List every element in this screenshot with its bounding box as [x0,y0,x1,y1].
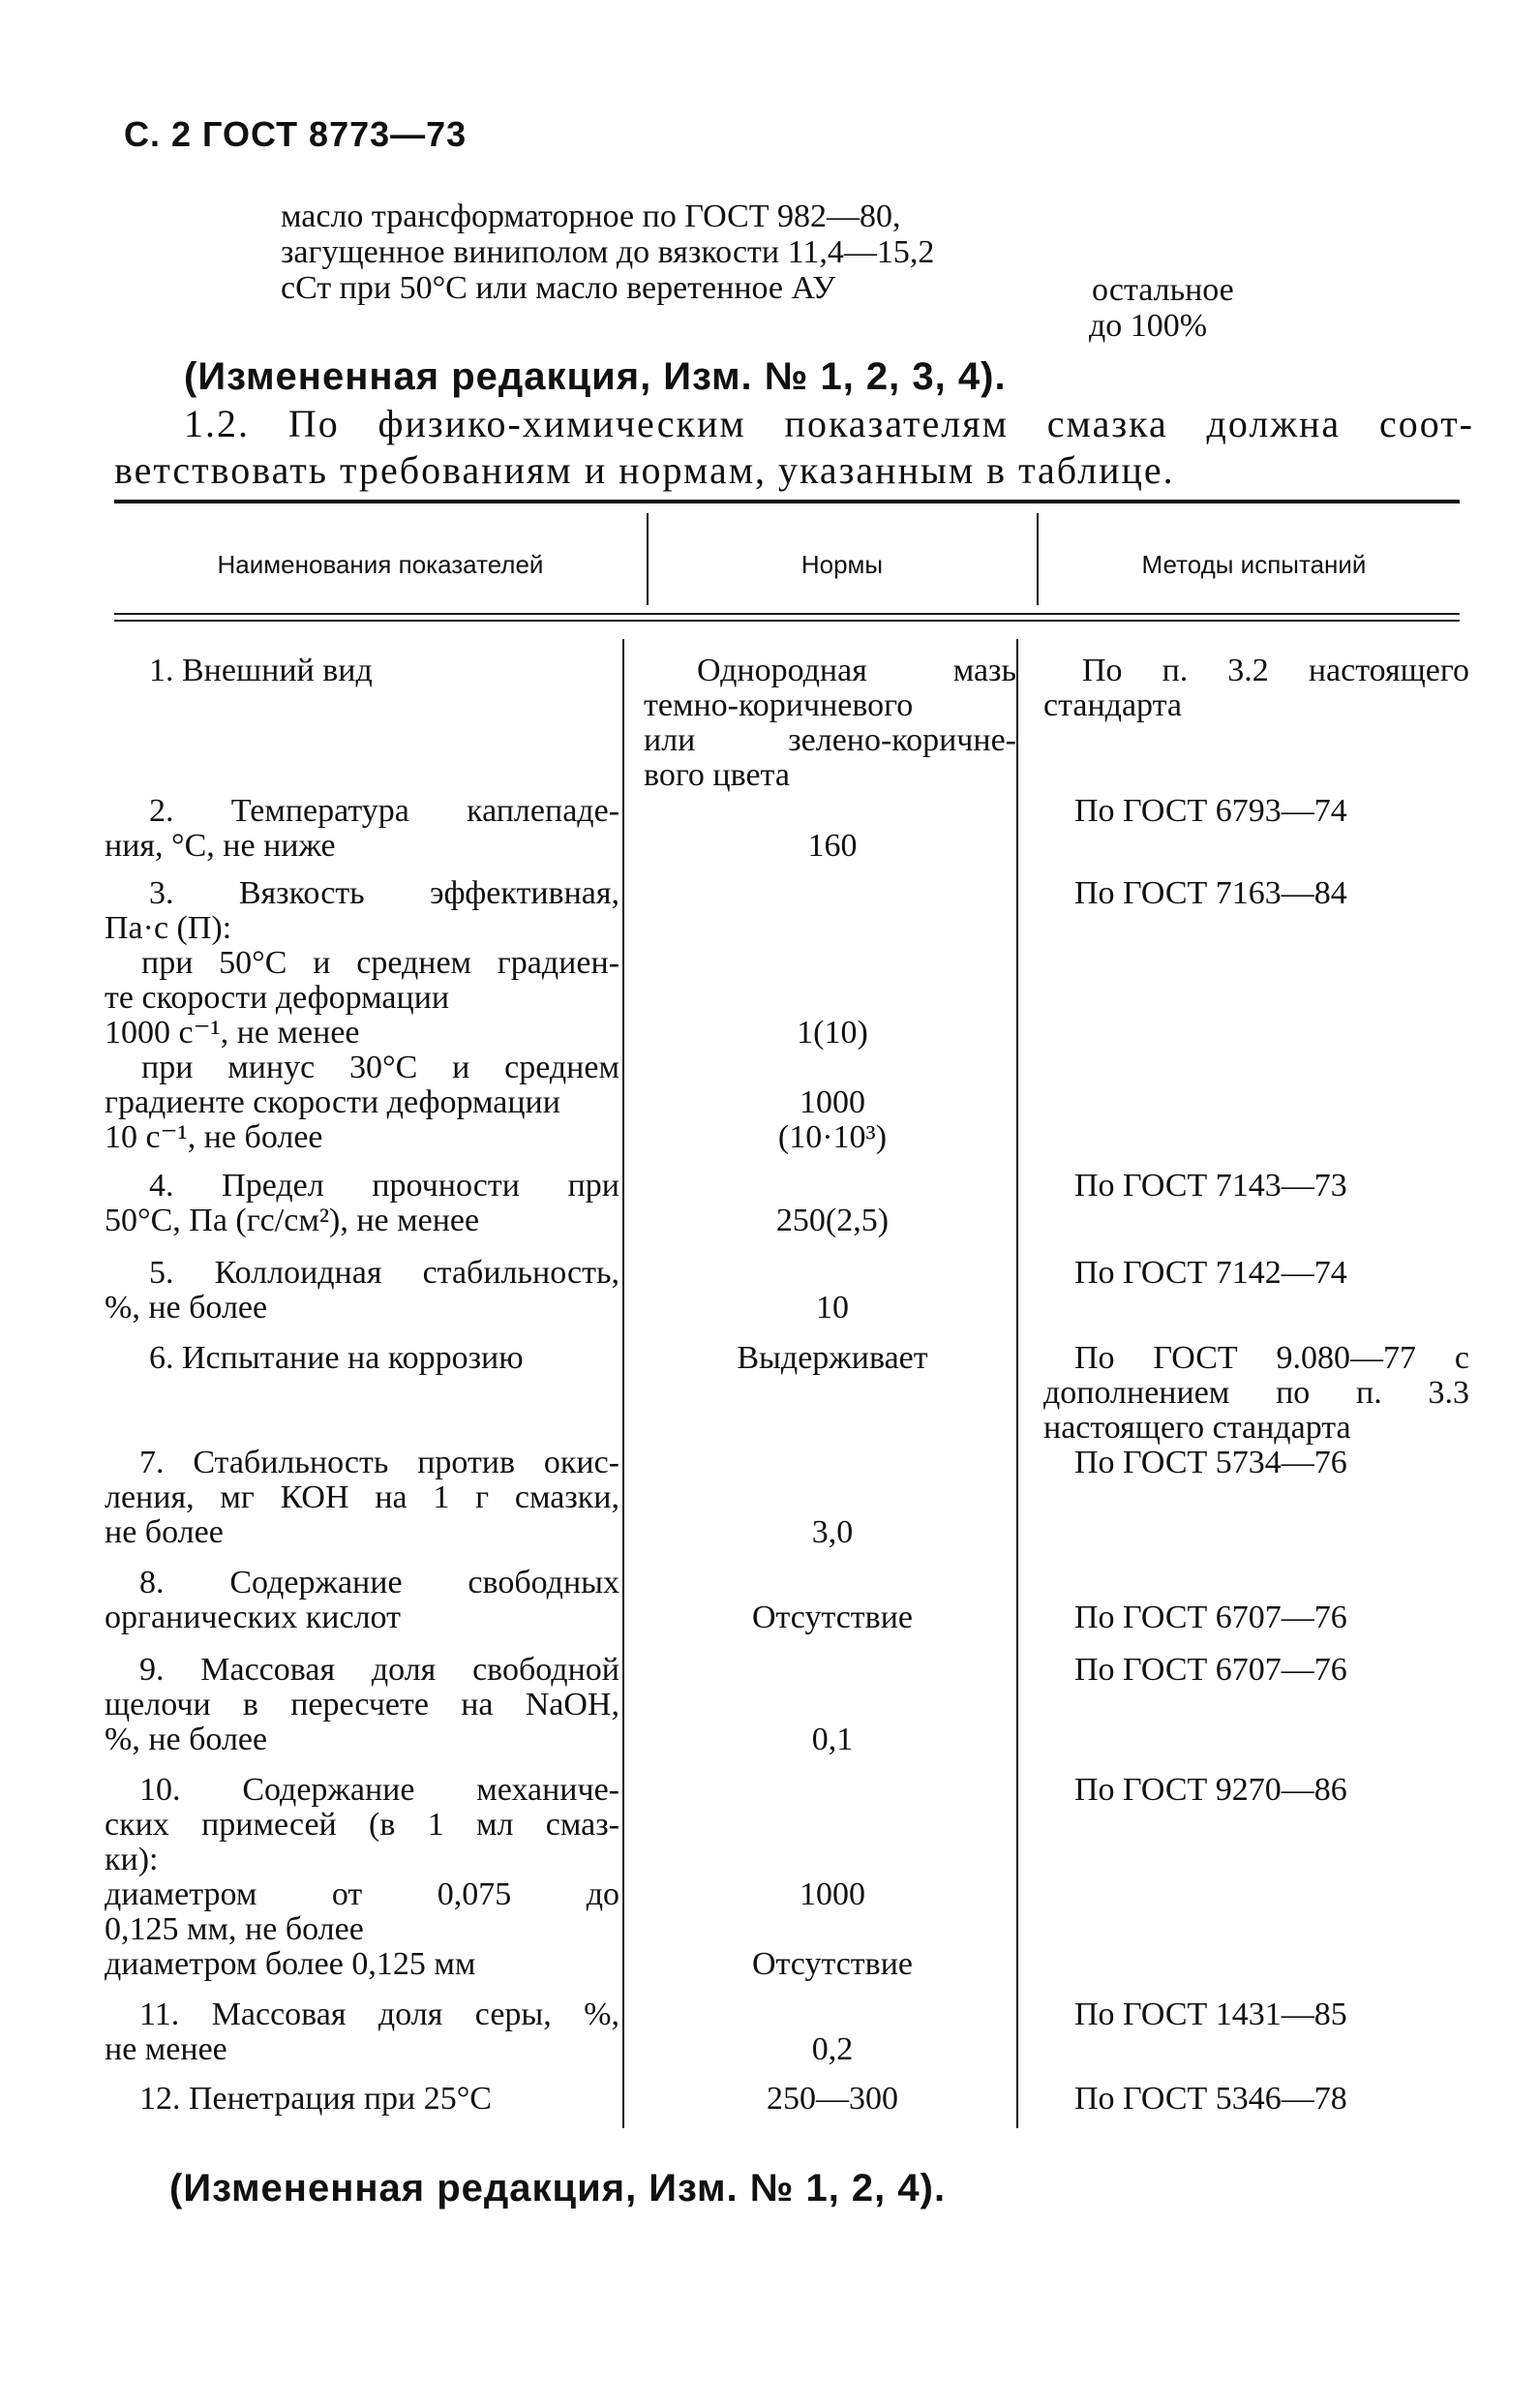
page-header: С. 2 ГОСТ 8773—73 [124,114,468,154]
row-method: По ГОСТ 9.080—77 с дополнением по п. 3.3 настоящего стандарта [1043,1340,1469,1446]
row-method: По ГОСТ 7163—84 [1074,875,1347,911]
composition-amount-2: до 100% [1089,308,1208,344]
table-header-rule-2 [114,620,1460,622]
paragraph-1-2 [114,401,1474,494]
row-name: 10. Содержание механиче- ских примесей (в 1 мл смаз- ки): диаметром от 0,075 до 0,125 мм, не более диаметром более 0,125 мм [105,1772,619,1982]
row-name: 12. Пенетрация при 25°С [139,2081,492,2117]
row-method: По ГОСТ 6793—74 [1074,793,1347,829]
composition-amount-1: остальное [1092,272,1234,308]
row-name: 4. Предел прочности при 50°С, Па (гс/см²), не менее [105,1168,619,1238]
row-norm: 250(2,5) [775,1203,890,1238]
row-method: По ГОСТ 5734—76 [1074,1445,1347,1480]
row-norm: Однородная мазь темно-коричневого или зелено-коричне- вого цвета [644,653,1016,793]
amendment-note-top: (Измененная редакция, Изм. № 1, 2, 3, 4). [184,355,1007,398]
paragraph-line-2: ветствовать требованиям и нормам, указанным в таблице. [114,448,1175,492]
composition-line-2: загущенное виниполом до вязкости 11,4—15,2 [281,234,935,270]
row-name: 8. Содержание свободных органических кислот [105,1565,619,1635]
amendment-note-bottom: (Измененная редакция, Изм. № 1, 2, 4). [169,2167,947,2210]
row-name: 2. Температура каплепаде- ния, °С, не ниже [105,793,619,864]
row-name: 9. Массовая доля свободной щелочи в пересчете на NaOH, %, не более [105,1652,619,1757]
column-header-norm: Нормы [800,550,884,579]
row-name: 1. Внешний вид [149,653,373,688]
row-method: По ГОСТ 6707—76 [1074,1600,1347,1635]
row-norm: Выдерживает [737,1340,928,1376]
row-method: По п. 3.2 настоящего стандарта [1043,653,1469,723]
row-norm: 250—300 [767,2081,898,2117]
composition-line-1: масло трансформаторное по ГОСТ 982—80, [281,198,901,234]
row-norm: 3,0 [811,1514,854,1550]
column-header-method: Методы испытаний [1141,550,1367,579]
row-method: По ГОСТ 7143—73 [1074,1168,1347,1204]
table-header-rule [114,613,1460,615]
row-name: 5. Коллоидная стабильность, %, не более [105,1255,619,1326]
row-method: По ГОСТ 5346—78 [1074,2081,1347,2117]
row-method: По ГОСТ 7142—74 [1074,1255,1347,1291]
column-header-name: Наименования показателей [217,550,544,579]
row-method: По ГОСТ 9270—86 [1074,1772,1347,1808]
row-method: По ГОСТ 1431—85 [1074,1997,1347,2032]
row-name: 11. Массовая доля серы, %, не менее [105,1997,619,2067]
row-name: 6. Испытание на коррозию [149,1340,524,1376]
row-method: По ГОСТ 6707—76 [1074,1652,1347,1688]
row-norm: 0,1 [811,1722,854,1757]
row-norm: 1(10) 1000 (10·10³) [777,1015,888,1155]
row-norm: 10 [816,1290,849,1326]
table-top-rule [114,500,1460,503]
row-norm: 160 [807,828,858,864]
column-divider-1 [622,639,624,2128]
row-norm: 0,2 [811,2031,854,2067]
row-name: 3. Вязкость эффективная, Па·с (П): при 50°С и среднем градиен- те скорости деформации 1000 с⁻¹, не менее при минус 30°С и среднем градиенте скорости деформации 10 с⁻¹, не более [105,875,619,1155]
composition-line-3: сСт при 50°С или масло веретенное АУ [281,270,836,306]
row-norm: Отсутствие [751,1600,914,1635]
row-norm: 1000 Отсутствие [751,1876,914,1982]
row-name: 7. Стабильность против окис- ления, мг КОН на 1 г смазки, не более [105,1445,619,1550]
paragraph-line-1: 1.2. По физико-химическим показателям смазка должна соот- [184,402,1474,445]
